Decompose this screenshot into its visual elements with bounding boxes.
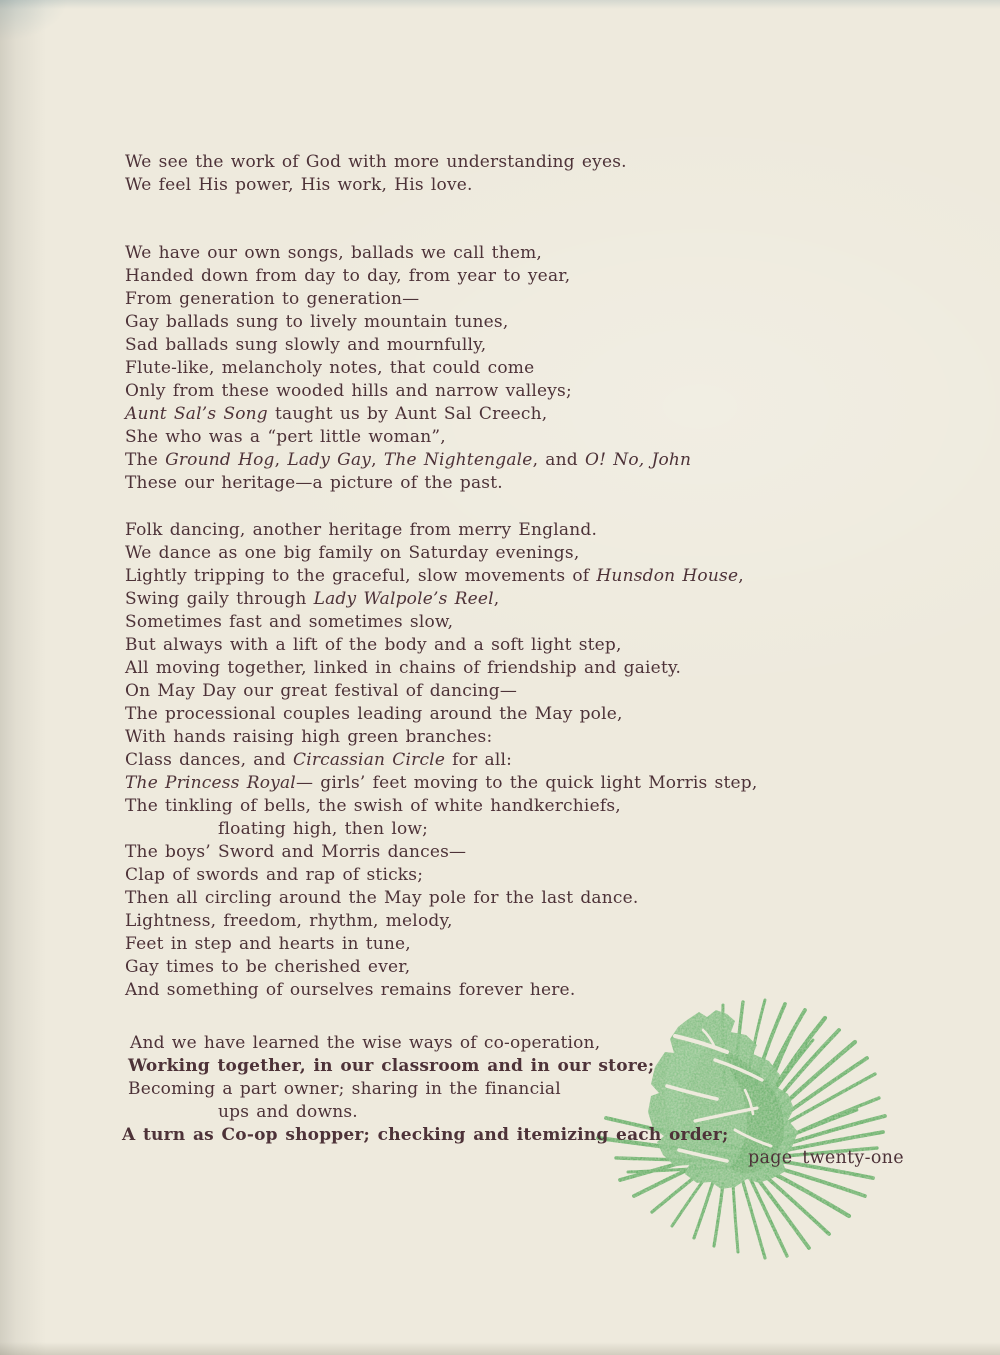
poem-text-italic: Hunsdon House bbox=[596, 566, 739, 586]
poem-line bbox=[125, 680, 757, 703]
poem-text: A turn as Co-op shopper; checking and itemizing each order; bbox=[122, 1125, 729, 1145]
poem-text-italic: The Princess Royal bbox=[125, 773, 296, 793]
poem-line bbox=[125, 174, 627, 197]
poem-text: The boys’ Sword and Morris dances— bbox=[125, 842, 467, 862]
poem-text: Only from these wooded hills and narrow valleys; bbox=[125, 381, 572, 401]
poem-text: All moving together, linked in chains of friendship and gaiety. bbox=[125, 658, 682, 678]
poem-line bbox=[125, 611, 757, 634]
poem-line bbox=[122, 1078, 728, 1101]
poem-line bbox=[125, 334, 691, 357]
poem-line bbox=[125, 818, 757, 841]
poem-line bbox=[125, 542, 757, 565]
poem-line bbox=[125, 910, 757, 933]
poem-text: Lightly tripping to the graceful, slow movements of bbox=[125, 566, 597, 586]
poem-text: , bbox=[493, 589, 500, 609]
stanza bbox=[122, 1032, 728, 1147]
poem-text: ups and downs. bbox=[218, 1102, 358, 1122]
poem-text-italic: The Nightengale bbox=[383, 450, 533, 470]
poem-line bbox=[125, 864, 757, 887]
poem-line bbox=[125, 311, 691, 334]
poem-line bbox=[125, 288, 691, 311]
poem-line bbox=[125, 726, 757, 749]
poem-line bbox=[125, 933, 757, 956]
poem-text: Swing gaily through bbox=[125, 589, 314, 609]
poem-line bbox=[125, 634, 757, 657]
poem-line bbox=[125, 265, 691, 288]
poem-text: With hands raising high green branches: bbox=[125, 727, 493, 747]
poem-text: taught us by Aunt Sal Creech, bbox=[267, 404, 548, 424]
poem-text: Folk dancing, another heritage from merry England. bbox=[125, 520, 598, 540]
poem-line bbox=[125, 841, 757, 864]
poem-text: And something of ourselves remains forever here. bbox=[125, 980, 576, 1000]
poem-text: , and bbox=[532, 450, 585, 470]
poem-text-italic: Lady Gay bbox=[287, 450, 372, 470]
poem-text: — girls’ feet moving to the quick light Morris step, bbox=[295, 773, 758, 793]
poem-line bbox=[125, 472, 691, 495]
poem-text: Becoming a part owner; sharing in the financial bbox=[128, 1079, 561, 1099]
poem-text-italic: Ground Hog bbox=[165, 450, 275, 470]
poem-text: The bbox=[125, 450, 166, 470]
poem-text-italic: O! No, John bbox=[584, 450, 692, 470]
poem-line bbox=[125, 449, 691, 472]
poem-text: , bbox=[274, 450, 288, 470]
poem-line bbox=[125, 519, 757, 542]
stanza bbox=[125, 519, 757, 1002]
poem-text: The tinkling of bells, the swish of white handkerchiefs, bbox=[125, 796, 621, 816]
poem-line bbox=[125, 588, 757, 611]
poem-line bbox=[125, 795, 757, 818]
poem-text: , bbox=[371, 450, 384, 470]
poem-text: Sometimes fast and sometimes slow, bbox=[125, 612, 454, 632]
poem-text: Lightness, freedom, rhythm, melody, bbox=[125, 911, 453, 931]
poem-text-italic: Aunt Sal’s Song bbox=[125, 404, 268, 424]
poem-text: The processional couples leading around the May pole, bbox=[125, 704, 623, 724]
poem-line bbox=[125, 357, 691, 380]
poem-line bbox=[125, 151, 627, 174]
poem-line bbox=[125, 657, 757, 680]
page-number: page twenty-one bbox=[748, 1148, 904, 1168]
poem-line bbox=[125, 403, 691, 426]
poem-text-italic: Circassian Circle bbox=[292, 750, 446, 770]
poem-text: We have our own songs, ballads we call them, bbox=[125, 243, 543, 263]
poem-line bbox=[125, 956, 757, 979]
poem-text: , bbox=[738, 566, 744, 586]
poem-text: Clap of swords and rap of sticks; bbox=[125, 865, 424, 885]
poem-line bbox=[122, 1124, 728, 1147]
poem-text: Sad ballads sung slowly and mournfully, bbox=[125, 335, 487, 355]
poem-text: floating high, then low; bbox=[218, 819, 429, 839]
poem-text: Handed down from day to day, from year to year, bbox=[125, 266, 571, 286]
poem-text: for all: bbox=[445, 750, 513, 770]
poem-line bbox=[122, 1032, 728, 1055]
poem-text: And we have learned the wise ways of co-operation, bbox=[130, 1033, 601, 1053]
poem-text: Class dances, and bbox=[125, 750, 293, 770]
poem-line bbox=[122, 1101, 728, 1124]
stanza bbox=[125, 242, 691, 495]
poem-text: But always with a lift of the body and a soft light step, bbox=[125, 635, 622, 655]
poem-text: We feel His power, His work, His love. bbox=[125, 175, 473, 195]
stanza bbox=[125, 151, 627, 197]
poem-text: From generation to generation— bbox=[125, 289, 420, 309]
poem-line bbox=[125, 426, 691, 449]
poem-line bbox=[125, 380, 691, 403]
poem-line bbox=[122, 1055, 728, 1078]
poem-line bbox=[125, 749, 757, 772]
poem-line bbox=[125, 772, 757, 795]
poem-text: On May Day our great festival of dancing— bbox=[125, 681, 518, 701]
poem-line bbox=[125, 565, 757, 588]
poem-line bbox=[125, 242, 691, 265]
poem-text: She who was a “pert little woman”, bbox=[125, 427, 446, 447]
poem-line bbox=[125, 979, 757, 1002]
poem-text: These our heritage—a picture of the past. bbox=[125, 473, 503, 493]
poem-text: Feet in step and hearts in tune, bbox=[125, 934, 411, 954]
poem-line bbox=[125, 887, 757, 910]
poem-text-italic: Lady Walpole’s Reel bbox=[313, 589, 494, 609]
poem-text: We dance as one big family on Saturday evenings, bbox=[125, 543, 580, 563]
poem-text: Gay times to be cherished ever, bbox=[125, 957, 411, 977]
poem-text: Working together, in our classroom and in our store; bbox=[128, 1056, 655, 1076]
poem-line bbox=[125, 703, 757, 726]
poem-text: We see the work of God with more understanding eyes. bbox=[125, 152, 627, 172]
poem-text: Flute-like, melancholy notes, that could come bbox=[125, 358, 535, 378]
poem-text: Then all circling around the May pole for the last dance. bbox=[125, 888, 639, 908]
poem-text: Gay ballads sung to lively mountain tunes, bbox=[125, 312, 509, 332]
